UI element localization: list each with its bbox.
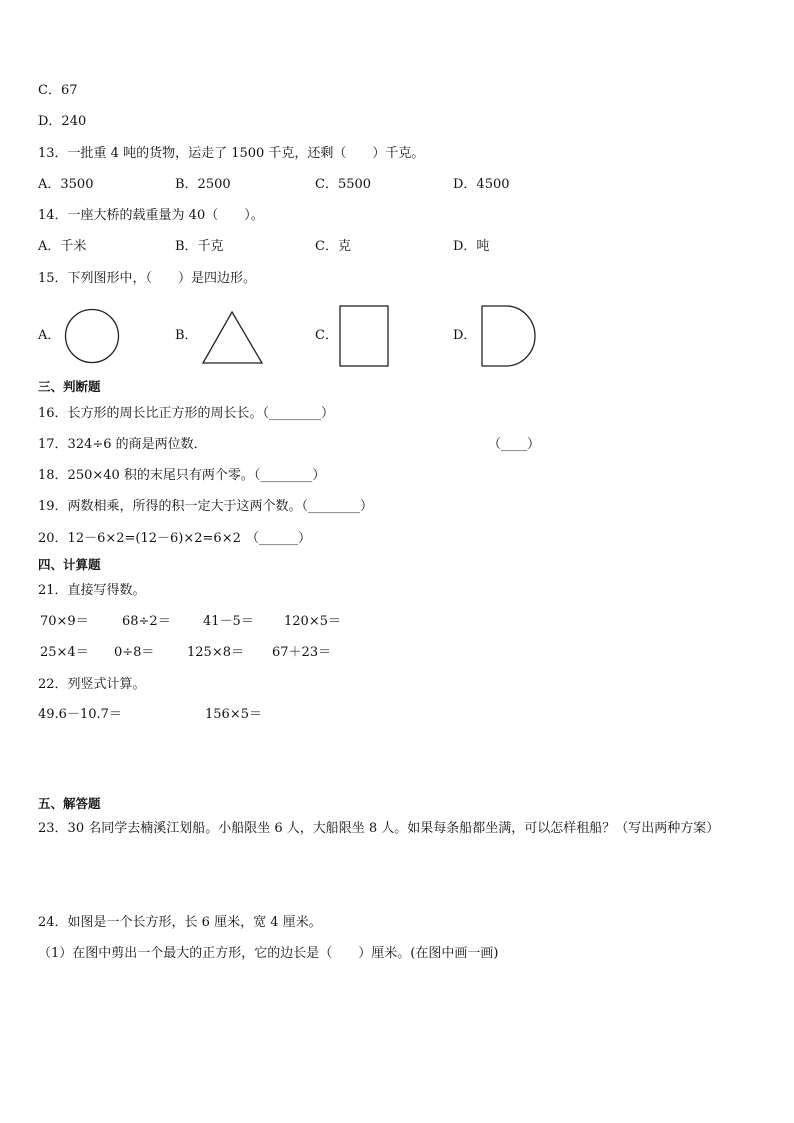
q22-item: 156×5＝ xyxy=(205,707,262,722)
q19: 19．两数相乘，所得的积一定大于这两个数。（________） xyxy=(38,499,374,514)
q12-option-c: C．67 xyxy=(38,83,78,98)
q24-part1: （1）在图中剪出一个最大的正方形，它的边长是（ ）厘米。(在图中画一画) xyxy=(38,946,499,961)
q22-stem: 22．列竖式计算。 xyxy=(38,677,146,692)
q17-answer-blank[interactable]: （____） xyxy=(488,437,541,452)
section-title-word-problems: 五、解答题 xyxy=(38,796,101,811)
q20-answer-blank[interactable]: （______） xyxy=(246,531,312,546)
triangle-icon xyxy=(201,310,265,366)
q21-stem: 21．直接写得数。 xyxy=(38,583,146,598)
q21-item: 125×8＝ xyxy=(187,645,244,660)
q14-option-b: B．千克 xyxy=(175,239,224,254)
q15-option-d: D． xyxy=(453,328,477,343)
q13-stem: 13．一批重 4 吨的货物，运走了 1500 千克，还剩（ ）千克。 xyxy=(38,146,425,161)
q14-option-c: C．克 xyxy=(315,239,351,254)
q15-option-c: C． xyxy=(315,328,338,343)
circle-icon xyxy=(64,307,122,365)
q12-option-d: D．240 xyxy=(38,114,87,129)
q13-option-a: A．3500 xyxy=(38,177,94,192)
q21-item: 0÷8＝ xyxy=(114,645,155,660)
section-title-judgement: 三、判断题 xyxy=(38,379,101,394)
q14-option-a: A．千米 xyxy=(38,239,87,254)
rectangle-semicircle-icon xyxy=(480,304,540,368)
q13-option-d: D．4500 xyxy=(453,177,510,192)
rectangle-icon xyxy=(338,304,392,368)
q15-stem: 15．下列图形中，（ ）是四边形。 xyxy=(38,271,257,286)
q23: 23．30 名同学去楠溪江划船。小船限坐 6 人，大船限坐 8 人。如果每条船都坐满，可以怎样租船？（写出两种方案） xyxy=(38,821,720,836)
q21-item: 120×5＝ xyxy=(284,614,341,629)
q14-stem: 14．一座大桥的载重量为 40（ ）。 xyxy=(38,208,264,223)
q17-stem: 17．324÷6 的商是两位数． xyxy=(38,437,207,452)
q13-option-b: B．2500 xyxy=(175,177,231,192)
q14-option-d: D．吨 xyxy=(453,239,490,254)
q20-stem: 20．12－6×2=(12－6)×2=6×2 xyxy=(38,531,241,546)
q16: 16．长方形的周长比正方形的周长长。（________） xyxy=(38,406,335,421)
q21-item: 70×9＝ xyxy=(40,614,89,629)
q13-option-c: C．5500 xyxy=(315,177,372,192)
q22-item: 49.6－10.7＝ xyxy=(38,707,122,722)
q21-item: 25×4＝ xyxy=(40,645,89,660)
q21-item: 68÷2＝ xyxy=(122,614,171,629)
q15-option-a: A． xyxy=(38,328,61,343)
q21-item: 41－5＝ xyxy=(203,614,254,629)
q21-item: 67＋23＝ xyxy=(272,645,332,660)
q18: 18．250×40 积的末尾只有两个零。（________） xyxy=(38,468,326,483)
section-title-calculation: 四、计算题 xyxy=(38,557,101,572)
q24-stem: 24．如图是一个长方形，长 6 厘米，宽 4 厘米。 xyxy=(38,915,322,930)
q15-option-b: B． xyxy=(175,328,198,343)
